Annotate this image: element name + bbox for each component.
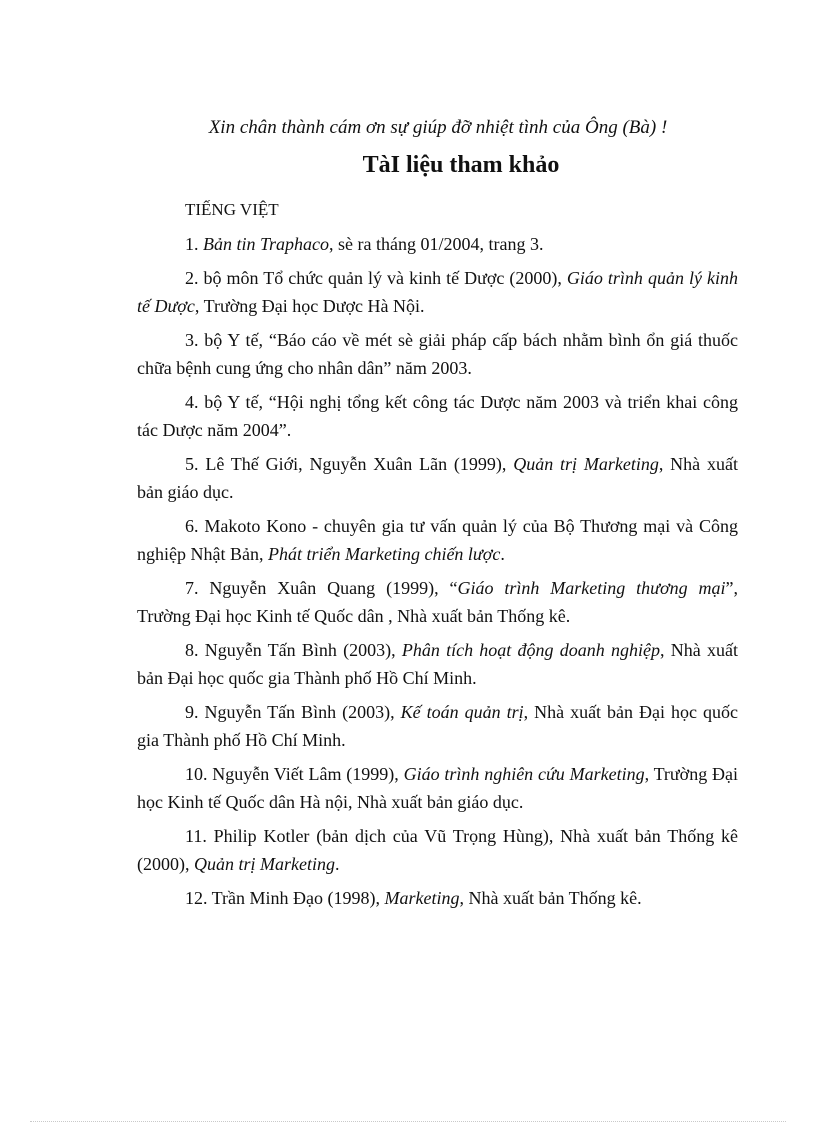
reference-text: 1. (185, 234, 203, 254)
reference-text: , Nhà xuất bản Thống kê. (459, 888, 642, 908)
page-bottom-divider (30, 1121, 786, 1122)
reference-item (137, 574, 738, 630)
reference-item (137, 264, 738, 320)
reference-text: 8. Nguyễn Tấn Bình (2003), (185, 640, 402, 660)
reference-text: ”, Trường Đại học Kinh tế Quốc dân , Nhà xuất bản Thống kê. (137, 578, 738, 626)
reference-text: 6. Makoto Kono - chuyên gia tư vấn quản lý của Bộ Thương mại và Công nghiệp Nhật Bản, (137, 516, 738, 564)
reference-title: Giáo trình nghiên cứu Marketing (403, 764, 645, 784)
reference-text: , Nhà xuất bản Đại học quốc gia Thành phố Hồ Chí Minh. (137, 702, 738, 750)
reference-text: 2. bộ môn Tổ chức quản lý và kinh tế Dược (2000), (185, 268, 567, 288)
reference-item (137, 450, 738, 506)
reference-title: Giáo trình quản lý kinh tế Dược (137, 268, 738, 316)
reference-text: , Trường Đại học Dược Hà Nội. (194, 296, 425, 316)
reference-text: . (335, 854, 340, 874)
reference-text: , Trường Đại học Kinh tế Quốc dân Hà nội, Nhà xuất bản giáo dục. (137, 764, 738, 812)
reference-title: Bản tin Traphaco (203, 234, 330, 254)
thanks-line: Xin chân thành cám ơn sự giúp đỡ nhiệt tình của Ông (Bà) ! (208, 117, 668, 138)
reference-title: Kế toán quản trị (400, 702, 524, 722)
reference-text: 5. Lê Thế Giới, Nguyễn Xuân Lãn (1999), (185, 454, 514, 474)
reference-text: 4. bộ Y tế, “Hội nghị tổng kết công tác Dược năm 2003 và triển khai công tác Dược năm 2004”. (137, 392, 738, 440)
section-title: TIẾNG VIỆT (185, 200, 279, 219)
page-title: TàI liệu tham khảo (362, 152, 560, 178)
reference-text: 12. Trần Minh Đạo (1998), (185, 888, 385, 908)
reference-item (137, 636, 738, 692)
reference-title: Phát triển Marketing chiến lược (267, 544, 501, 564)
reference-list (137, 196, 738, 918)
reference-item (137, 388, 738, 444)
reference-title: Giáo trình Marketing thương mại (457, 578, 726, 598)
reference-text: , sè ra tháng 01/2004, trang 3. (329, 234, 544, 254)
reference-text: 3. bộ Y tế, “Báo cáo về mét sè giải pháp cấp bách nhằm bình ổn giá thuốc chữa bệnh cung ứng cho nhân dân” năm 2003. (137, 330, 738, 378)
reference-item (137, 512, 738, 568)
reference-item (137, 760, 738, 816)
reference-item (137, 884, 738, 912)
reference-item (137, 698, 738, 754)
reference-title: Marketing (384, 888, 460, 908)
reference-text: 7. Nguyễn Xuân Quang (1999), “ (185, 578, 458, 598)
reference-text: 11. Philip Kotler (bản dịch của Vũ Trọng Hùng), Nhà xuất bản Thống kê (2000), (137, 826, 738, 874)
reference-title: Quản trị Marketing (194, 854, 335, 874)
reference-item (137, 822, 738, 878)
reference-text: 10. Nguyễn Viết Lâm (1999), (185, 764, 404, 784)
reference-text: , Nhà xuất bản Đại học quốc gia Thành phố Hồ Chí Minh. (137, 640, 738, 688)
reference-text: . (500, 544, 505, 564)
reference-title: Phân tích hoạt động doanh nghiệp (401, 640, 661, 660)
reference-text: 9. Nguyễn Tấn Bình (2003), (185, 702, 401, 722)
reference-item (137, 230, 738, 258)
reference-item (137, 326, 738, 382)
reference-text: , Nhà xuất bản giáo dục. (137, 454, 738, 502)
reference-title: Quản trị Marketing (513, 454, 659, 474)
